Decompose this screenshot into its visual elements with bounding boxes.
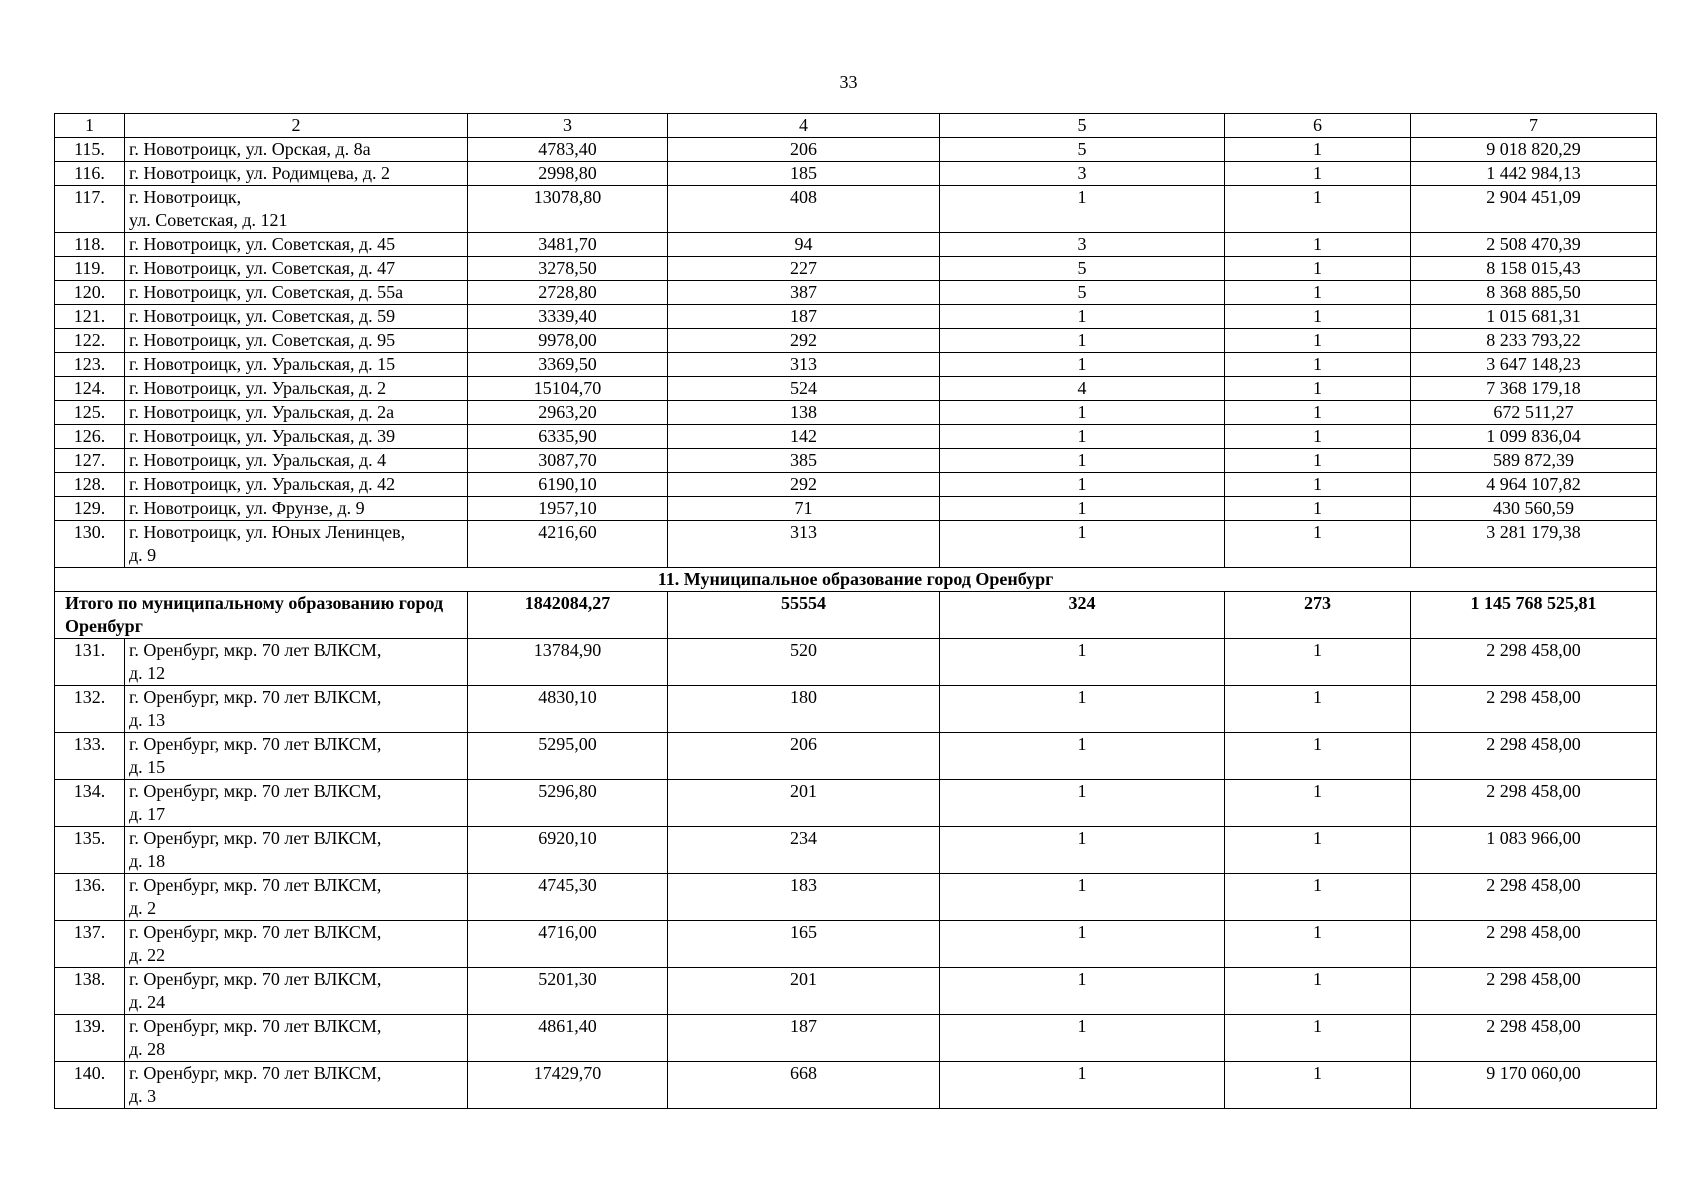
- row-cost: 1 442 984,13: [1411, 162, 1657, 186]
- row-cost: 9 018 820,29: [1411, 138, 1657, 162]
- row-number: 127.: [55, 449, 125, 473]
- row-number: 140.: [55, 1062, 125, 1109]
- row-col6: 1: [1225, 874, 1411, 921]
- row-number: 119.: [55, 257, 125, 281]
- row-area: 3369,50: [468, 353, 668, 377]
- row-address: г. Новотроицк, ул. Уральская, д. 39: [125, 425, 468, 449]
- row-residents: 387: [668, 281, 940, 305]
- row-residents: 187: [668, 305, 940, 329]
- row-number: 125.: [55, 401, 125, 425]
- row-area: 5201,30: [468, 968, 668, 1015]
- row-cost: 672 511,27: [1411, 401, 1657, 425]
- row-cost: 2 298 458,00: [1411, 1015, 1657, 1062]
- row-area: 4745,30: [468, 874, 668, 921]
- row-address: г. Новотроицк, ул. Уральская, д. 15: [125, 353, 468, 377]
- row-area: 3339,40: [468, 305, 668, 329]
- row-area: 4861,40: [468, 1015, 668, 1062]
- row-col6: 1: [1225, 353, 1411, 377]
- row-col6: 1: [1225, 449, 1411, 473]
- row-col5: 1: [940, 521, 1225, 568]
- row-number: 128.: [55, 473, 125, 497]
- row-cost: 2 298 458,00: [1411, 686, 1657, 733]
- row-col5: 1: [940, 1062, 1225, 1109]
- table-row: [55, 281, 1657, 305]
- row-number: 121.: [55, 305, 125, 329]
- row-residents: 180: [668, 686, 940, 733]
- row-col6: 1: [1225, 281, 1411, 305]
- section-title: 11. Муниципальное образование город Оренбург: [55, 568, 1657, 592]
- row-col5: 1: [940, 874, 1225, 921]
- row-address: г. Оренбург, мкр. 70 лет ВЛКСМ, д. 2: [125, 874, 468, 921]
- row-col5: 5: [940, 257, 1225, 281]
- row-col5: 1: [940, 1015, 1225, 1062]
- row-col6: 1: [1225, 639, 1411, 686]
- row-residents: 206: [668, 733, 940, 780]
- row-address: г. Оренбург, мкр. 70 лет ВЛКСМ, д. 15: [125, 733, 468, 780]
- row-address: г. Новотроицк, ул. Советская, д. 55а: [125, 281, 468, 305]
- row-area: 15104,70: [468, 377, 668, 401]
- total-area: 1842084,27: [468, 592, 668, 639]
- page-number: 33: [839, 72, 858, 92]
- table-row: [55, 1015, 1657, 1062]
- row-address: г. Новотроицк, ул. Советская, д. 45: [125, 233, 468, 257]
- row-cost: 2 508 470,39: [1411, 233, 1657, 257]
- row-cost: 430 560,59: [1411, 497, 1657, 521]
- row-residents: 138: [668, 401, 940, 425]
- row-col5: 1: [940, 780, 1225, 827]
- header-cell: 2: [125, 114, 468, 138]
- row-number: 133.: [55, 733, 125, 780]
- total-row: [55, 592, 1657, 639]
- row-number: 126.: [55, 425, 125, 449]
- table-row: [55, 1062, 1657, 1109]
- table-row: [55, 639, 1657, 686]
- row-cost: 7 368 179,18: [1411, 377, 1657, 401]
- row-address: г. Новотроицк, ул. Юных Ленинцев, д. 9: [125, 521, 468, 568]
- row-residents: 408: [668, 186, 940, 233]
- header-row: [55, 114, 1657, 138]
- row-residents: 142: [668, 425, 940, 449]
- table-row: [55, 186, 1657, 233]
- row-col5: 1: [940, 329, 1225, 353]
- row-residents: 385: [668, 449, 940, 473]
- row-number: 134.: [55, 780, 125, 827]
- row-col6: 1: [1225, 162, 1411, 186]
- row-area: 1957,10: [468, 497, 668, 521]
- row-number: 129.: [55, 497, 125, 521]
- row-number: 122.: [55, 329, 125, 353]
- row-col5: 5: [940, 138, 1225, 162]
- row-number: 116.: [55, 162, 125, 186]
- row-col5: 3: [940, 233, 1225, 257]
- row-address: г. Новотроицк, ул. Советская, д. 47: [125, 257, 468, 281]
- row-area: 5296,80: [468, 780, 668, 827]
- row-number: 120.: [55, 281, 125, 305]
- row-residents: 165: [668, 921, 940, 968]
- header-cell: 3: [468, 114, 668, 138]
- row-col6: 1: [1225, 521, 1411, 568]
- row-address: г. Оренбург, мкр. 70 лет ВЛКСМ, д. 28: [125, 1015, 468, 1062]
- row-number: 138.: [55, 968, 125, 1015]
- table-row: [55, 874, 1657, 921]
- row-cost: 2 298 458,00: [1411, 968, 1657, 1015]
- row-address: г. Оренбург, мкр. 70 лет ВЛКСМ, д. 13: [125, 686, 468, 733]
- row-col6: 1: [1225, 473, 1411, 497]
- table-row: [55, 425, 1657, 449]
- row-col6: 1: [1225, 1062, 1411, 1109]
- total-label: Итого по муниципальному образованию город Оренбург: [55, 592, 468, 639]
- row-residents: 201: [668, 780, 940, 827]
- row-area: 4216,60: [468, 521, 668, 568]
- row-col5: 1: [940, 353, 1225, 377]
- table-row: [55, 473, 1657, 497]
- row-area: 13078,80: [468, 186, 668, 233]
- row-col6: 1: [1225, 497, 1411, 521]
- data-table: [54, 113, 1657, 1109]
- row-area: 4783,40: [468, 138, 668, 162]
- header-cell: 6: [1225, 114, 1411, 138]
- row-col6: 1: [1225, 186, 1411, 233]
- row-col6: 1: [1225, 305, 1411, 329]
- row-cost: 3 281 179,38: [1411, 521, 1657, 568]
- row-number: 123.: [55, 353, 125, 377]
- row-col5: 3: [940, 162, 1225, 186]
- row-residents: 520: [668, 639, 940, 686]
- row-area: 13784,90: [468, 639, 668, 686]
- table-row: [55, 138, 1657, 162]
- table-row: [55, 233, 1657, 257]
- row-col5: 1: [940, 449, 1225, 473]
- row-area: 17429,70: [468, 1062, 668, 1109]
- row-area: 3481,70: [468, 233, 668, 257]
- table-row: [55, 686, 1657, 733]
- row-col6: 1: [1225, 968, 1411, 1015]
- row-area: 3087,70: [468, 449, 668, 473]
- row-residents: 524: [668, 377, 940, 401]
- row-area: 4716,00: [468, 921, 668, 968]
- row-address: г. Новотроицк, ул. Советская, д. 95: [125, 329, 468, 353]
- row-address: г. Новотроицк, ул. Уральская, д. 2: [125, 377, 468, 401]
- row-col6: 1: [1225, 733, 1411, 780]
- row-residents: 668: [668, 1062, 940, 1109]
- total-col5: 324: [940, 592, 1225, 639]
- header-cell: 7: [1411, 114, 1657, 138]
- table-row: [55, 780, 1657, 827]
- row-area: 2728,80: [468, 281, 668, 305]
- table-row: [55, 733, 1657, 780]
- total-residents: 55554: [668, 592, 940, 639]
- row-col5: 5: [940, 281, 1225, 305]
- row-col6: 1: [1225, 425, 1411, 449]
- row-address: г. Новотроицк, ул. Советская, д. 121: [125, 186, 468, 233]
- row-area: 2998,80: [468, 162, 668, 186]
- row-col5: 1: [940, 827, 1225, 874]
- row-area: 4830,10: [468, 686, 668, 733]
- row-address: г. Оренбург, мкр. 70 лет ВЛКСМ, д. 22: [125, 921, 468, 968]
- row-residents: 187: [668, 1015, 940, 1062]
- row-number: 135.: [55, 827, 125, 874]
- row-address: г. Новотроицк, ул. Советская, д. 59: [125, 305, 468, 329]
- table-row: [55, 401, 1657, 425]
- header-cell: 5: [940, 114, 1225, 138]
- row-number: 115.: [55, 138, 125, 162]
- table-row: [55, 449, 1657, 473]
- row-address: г. Новотроицк, ул. Уральская, д. 2а: [125, 401, 468, 425]
- row-col5: 1: [940, 686, 1225, 733]
- table-row: [55, 377, 1657, 401]
- row-cost: 1 083 966,00: [1411, 827, 1657, 874]
- row-col5: 1: [940, 639, 1225, 686]
- row-cost: 2 298 458,00: [1411, 874, 1657, 921]
- row-area: 2963,20: [468, 401, 668, 425]
- row-residents: 292: [668, 473, 940, 497]
- row-col6: 1: [1225, 329, 1411, 353]
- row-area: 3278,50: [468, 257, 668, 281]
- table-row: [55, 521, 1657, 568]
- row-col5: 1: [940, 733, 1225, 780]
- row-cost: 1 015 681,31: [1411, 305, 1657, 329]
- row-residents: 206: [668, 138, 940, 162]
- row-address: г. Новотроицк, ул. Родимцева, д. 2: [125, 162, 468, 186]
- row-residents: 94: [668, 233, 940, 257]
- row-residents: 292: [668, 329, 940, 353]
- total-col6: 273: [1225, 592, 1411, 639]
- section-header-row: [55, 568, 1657, 592]
- table-row: [55, 353, 1657, 377]
- row-address: г. Оренбург, мкр. 70 лет ВЛКСМ, д. 3: [125, 1062, 468, 1109]
- row-col6: 1: [1225, 686, 1411, 733]
- row-number: 118.: [55, 233, 125, 257]
- row-area: 6335,90: [468, 425, 668, 449]
- table-row: [55, 968, 1657, 1015]
- row-cost: 8 368 885,50: [1411, 281, 1657, 305]
- row-col5: 1: [940, 921, 1225, 968]
- row-residents: 227: [668, 257, 940, 281]
- row-col6: 1: [1225, 138, 1411, 162]
- row-cost: 9 170 060,00: [1411, 1062, 1657, 1109]
- row-number: 124.: [55, 377, 125, 401]
- row-col5: 1: [940, 401, 1225, 425]
- row-address: г. Новотроицк, ул. Уральская, д. 42: [125, 473, 468, 497]
- row-col6: 1: [1225, 1015, 1411, 1062]
- row-col6: 1: [1225, 257, 1411, 281]
- row-col6: 1: [1225, 827, 1411, 874]
- row-col5: 1: [940, 968, 1225, 1015]
- total-cost: 1 145 768 525,81: [1411, 592, 1657, 639]
- row-number: 137.: [55, 921, 125, 968]
- row-number: 132.: [55, 686, 125, 733]
- row-number: 139.: [55, 1015, 125, 1062]
- table-row: [55, 497, 1657, 521]
- row-residents: 234: [668, 827, 940, 874]
- row-cost: 8 233 793,22: [1411, 329, 1657, 353]
- row-address: г. Оренбург, мкр. 70 лет ВЛКСМ, д. 12: [125, 639, 468, 686]
- row-cost: 2 298 458,00: [1411, 733, 1657, 780]
- table-row: [55, 305, 1657, 329]
- row-col5: 1: [940, 473, 1225, 497]
- row-cost: 8 158 015,43: [1411, 257, 1657, 281]
- row-cost: 2 298 458,00: [1411, 921, 1657, 968]
- row-col5: 1: [940, 497, 1225, 521]
- row-cost: 3 647 148,23: [1411, 353, 1657, 377]
- row-number: 117.: [55, 186, 125, 233]
- row-area: 9978,00: [468, 329, 668, 353]
- row-residents: 183: [668, 874, 940, 921]
- row-col6: 1: [1225, 377, 1411, 401]
- row-col6: 1: [1225, 233, 1411, 257]
- table-row: [55, 257, 1657, 281]
- row-number: 136.: [55, 874, 125, 921]
- row-cost: 589 872,39: [1411, 449, 1657, 473]
- row-col5: 1: [940, 425, 1225, 449]
- row-cost: 4 964 107,82: [1411, 473, 1657, 497]
- table-row: [55, 921, 1657, 968]
- row-residents: 313: [668, 353, 940, 377]
- row-residents: 313: [668, 521, 940, 568]
- row-area: 6920,10: [468, 827, 668, 874]
- table-row: [55, 162, 1657, 186]
- row-cost: 2 298 458,00: [1411, 780, 1657, 827]
- row-number: 131.: [55, 639, 125, 686]
- row-col5: 4: [940, 377, 1225, 401]
- header-cell: 4: [668, 114, 940, 138]
- row-col5: 1: [940, 186, 1225, 233]
- row-address: г. Оренбург, мкр. 70 лет ВЛКСМ, д. 18: [125, 827, 468, 874]
- table-row: [55, 329, 1657, 353]
- row-col6: 1: [1225, 921, 1411, 968]
- table-row: [55, 827, 1657, 874]
- row-cost: 2 298 458,00: [1411, 639, 1657, 686]
- row-residents: 201: [668, 968, 940, 1015]
- row-cost: 2 904 451,09: [1411, 186, 1657, 233]
- row-col5: 1: [940, 305, 1225, 329]
- row-address: г. Оренбург, мкр. 70 лет ВЛКСМ, д. 24: [125, 968, 468, 1015]
- row-address: г. Новотроицк, ул. Уральская, д. 4: [125, 449, 468, 473]
- row-col6: 1: [1225, 401, 1411, 425]
- header-cell: 1: [55, 114, 125, 138]
- row-residents: 71: [668, 497, 940, 521]
- row-address: г. Новотроицк, ул. Орская, д. 8а: [125, 138, 468, 162]
- row-number: 130.: [55, 521, 125, 568]
- row-address: г. Оренбург, мкр. 70 лет ВЛКСМ, д. 17: [125, 780, 468, 827]
- row-residents: 185: [668, 162, 940, 186]
- row-area: 5295,00: [468, 733, 668, 780]
- row-area: 6190,10: [468, 473, 668, 497]
- row-cost: 1 099 836,04: [1411, 425, 1657, 449]
- row-address: г. Новотроицк, ул. Фрунзе, д. 9: [125, 497, 468, 521]
- row-col6: 1: [1225, 780, 1411, 827]
